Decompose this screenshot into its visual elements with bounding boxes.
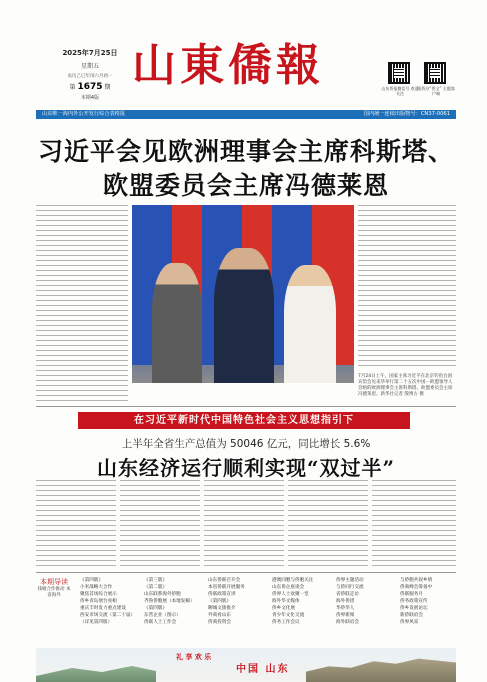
banner-left: 山东唯一海内外公开发行综合表格报 — [42, 111, 126, 117]
issue-weekday: 星期五 — [80, 63, 99, 70]
issue-no: 1675 — [77, 82, 103, 92]
issue-prefix: 第 — [69, 84, 76, 91]
lead-headline-line2[interactable]: 欧盟委员会主席冯德莱恩 — [102, 171, 389, 200]
index-item[interactable]: 华侨华人 — [336, 606, 355, 611]
index-item[interactable]: 省侨联走访 — [336, 592, 359, 597]
article-column — [372, 480, 456, 568]
qr-caption: 山东侨报微信号 欢迎关注 — [381, 86, 419, 96]
index-item[interactable]: 聊城文旅推介 — [208, 606, 236, 611]
index-item[interactable]: 侨商投资会 — [208, 620, 231, 625]
article-column — [288, 480, 368, 568]
index-item[interactable]: 侨乡文化展 — [272, 606, 295, 611]
person-center — [214, 248, 274, 383]
article-column — [36, 480, 116, 568]
index-item[interactable]: 《第四版》 — [208, 599, 231, 604]
person-left — [152, 263, 202, 383]
index-column[interactable] — [272, 577, 313, 626]
index-item[interactable]: 侨联服务月 — [400, 592, 423, 597]
index-title — [36, 577, 72, 599]
index-item[interactable]: 与侨同行交流 — [336, 585, 364, 590]
index-item[interactable]: 《第四版》 — [144, 606, 167, 611]
section-divider — [36, 406, 456, 407]
qr-code-icon[interactable] — [388, 62, 410, 84]
index-item[interactable]: 侨联政策宣讲 — [208, 592, 236, 597]
index-item[interactable]: 山东侨企座谈会 — [272, 585, 305, 590]
index-item[interactable]: 山东联系海外侨胞 — [144, 592, 181, 597]
section-headline[interactable]: 山东经济运行顺利实现“双过半” — [96, 456, 395, 480]
index-column[interactable] — [336, 577, 364, 626]
index-column[interactable] — [400, 577, 432, 626]
footer-slogan: 礼 享 欢 乐 — [176, 653, 212, 661]
index-item[interactable]: 侨界新闻 — [336, 613, 355, 618]
index-item[interactable]: 侨乡发展论坛 — [400, 606, 428, 611]
masthead-banner — [36, 110, 456, 119]
index-item[interactable]: 侨联人士工作会 — [144, 620, 177, 625]
mountain-illustration — [36, 662, 156, 682]
index-item[interactable]: 侨界人士欢聚一堂 — [272, 592, 309, 597]
lead-photo[interactable] — [132, 205, 354, 383]
index-subtitle: 钱塘合作推动 本省海外 — [37, 587, 71, 598]
index-item[interactable]: 港澳同胞与侨胞关注 — [272, 578, 314, 583]
index-item[interactable]: 海外联谊会 — [336, 620, 359, 625]
newspaper-logo: 山東僑報 — [132, 40, 324, 91]
issue-suffix: 期 — [104, 84, 111, 91]
lunar-date: 农历乙巳年闰六月初一 — [67, 74, 113, 79]
index-item[interactable]: 小米战略大合作 — [80, 585, 113, 590]
banner-right: 国内统一连续出版物号：CN37-0061 — [363, 111, 450, 117]
index-item[interactable]: 《第三版》 — [144, 578, 167, 583]
index-item[interactable]: 齐鲁侨胞展（本地发稿） — [144, 599, 195, 604]
issue-date: 2025年7月25日 — [62, 49, 118, 57]
index-item[interactable]: 东营企业（图示） — [144, 613, 181, 618]
index-item[interactable]: 海外华文媒体 — [272, 599, 300, 604]
index-item[interactable]: 西安市场交流（第二十届） — [80, 613, 136, 618]
index-item[interactable]: 外商看山东 — [208, 613, 231, 618]
footer-advertisement[interactable] — [36, 648, 456, 682]
masthead — [0, 0, 487, 108]
issue-number — [52, 82, 128, 92]
section-red-bar: 在习近平新时代中国特色社会主义思想指引下 — [78, 412, 410, 429]
index-item[interactable]: 聚焦首场综合展示 — [80, 592, 117, 597]
index-item[interactable]: 侨务工作会议 — [272, 620, 300, 625]
index-item[interactable]: 与侨胞共叙乡情 — [400, 578, 433, 583]
page-count: 本期4版 — [80, 95, 100, 101]
issue-info — [52, 48, 128, 101]
lead-article-column-1 — [36, 205, 128, 401]
footer-title: 中国 山东 — [236, 664, 290, 675]
index-item[interactable]: 《第四版》 — [80, 578, 103, 583]
index-title-text: 本期导读 — [40, 578, 68, 586]
index-item[interactable]: 青少年文化交流 — [272, 613, 305, 618]
great-wall-illustration — [306, 656, 456, 682]
article-column — [120, 480, 200, 568]
index-item[interactable]: 海外侨团 — [336, 599, 355, 604]
article-column — [204, 480, 284, 568]
index-column[interactable] — [144, 577, 195, 626]
index-item[interactable]: 侨界风采 — [400, 620, 419, 625]
section-divider — [36, 572, 456, 573]
index-item[interactable]: 山东侨联召开会 — [208, 578, 241, 583]
index-item[interactable]: 侨商峰会筹备中 — [400, 585, 433, 590]
index-item[interactable]: （详见第四版） — [80, 620, 113, 625]
index-item[interactable]: 重庆丰时发力重点建设 — [80, 606, 126, 611]
index-item[interactable]: 本省侨联开展服务 — [208, 585, 245, 590]
index-column[interactable] — [208, 577, 245, 626]
index-item[interactable]: 侨乡青岛展台亮相 — [80, 599, 117, 604]
lead-article-column-2 — [358, 205, 456, 370]
contents-index — [36, 575, 456, 647]
qr-code-icon[interactable] — [424, 62, 446, 84]
index-column[interactable] — [80, 577, 135, 626]
photo-caption: 7月24日上午，国家主席习近平在北京钓鱼台国宾馆会见来华举行第二十五次中国－欧盟领导人会晤的欧洲理事会主席科斯塔、欧盟委员会主席冯德莱恩。新华社记者 殷博古 摄 — [358, 374, 453, 397]
index-item[interactable]: 新侨联谊会 — [400, 613, 423, 618]
lead-headline-line1[interactable]: 习近平会见欧洲理事会主席科斯塔、 — [37, 137, 454, 166]
section-subtitle: 上半年全省生产总值为 50046 亿元，同比增长 5.6% — [121, 438, 371, 450]
qr-caption: 国侨办“侨宝” 主题客户端 — [417, 86, 455, 96]
index-item[interactable]: 侨务政策宣传 — [400, 599, 428, 604]
index-item[interactable]: 侨界主题活动 — [336, 578, 364, 583]
person-right — [284, 265, 336, 383]
index-item[interactable]: 《第二版》 — [144, 585, 167, 590]
